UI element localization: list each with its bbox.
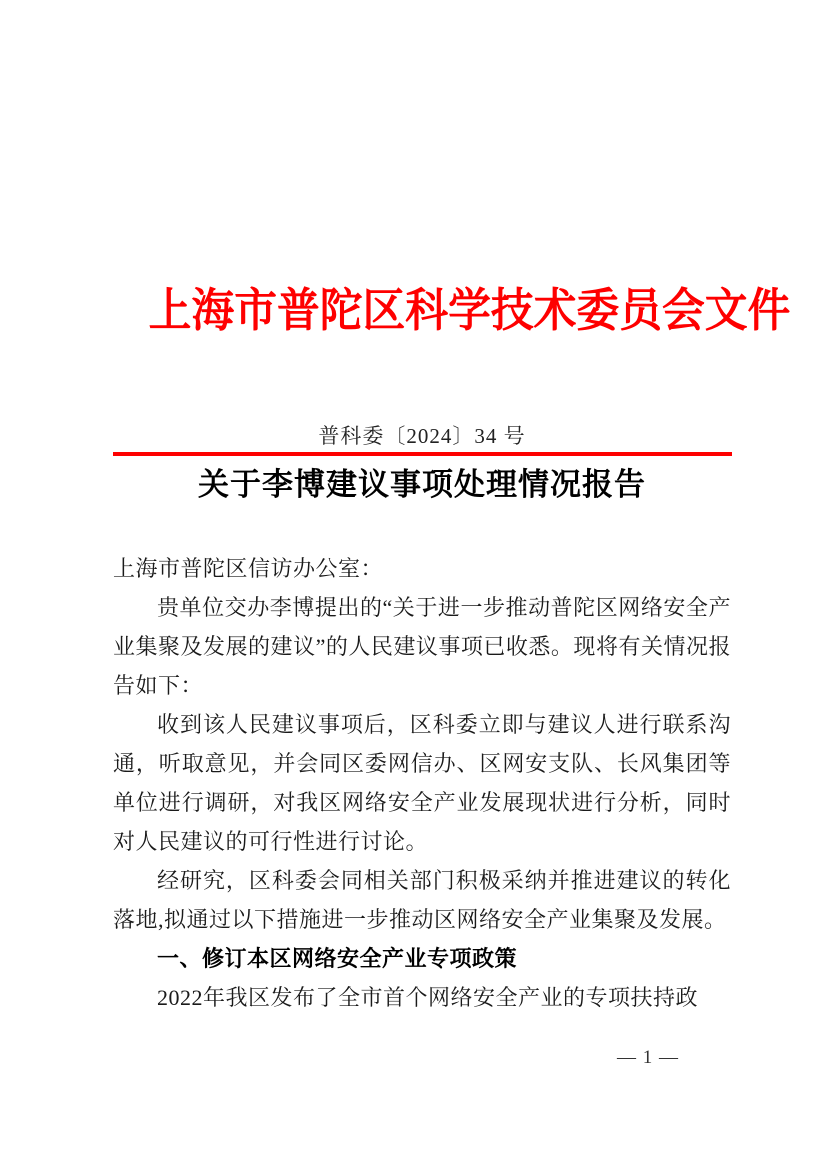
document-title: 关于李博建议事项处理情况报告 [198, 467, 646, 502]
red-divider-line [113, 452, 732, 456]
body-paragraph-4: 2022年我区发布了全市首个网络安全产业的专项扶持政 [157, 985, 699, 1010]
body-paragraph-3: 经研究，区科委会同相关部门积极采纳并推进建议的转化落地,拟通过以下措施进一步推动区网络安全产业集聚及发展。 [113, 868, 731, 932]
document-header-title: 上海市普陀区科学技术委员会文件 [148, 285, 791, 336]
body-paragraph-1: 贵单位交办李博提出的“关于进一步推动普陀区网络安全产业集聚及发展的建议”的人民建议事项已收悉。现将有关情况报告如下： [113, 595, 731, 698]
document-number: 普科委〔2024〕34 号 [318, 424, 526, 448]
body-paragraph-2: 收到该人民建议事项后，区科委立即与建议人进行联系沟通，听取意见，并会同区委网信办、区网安支队、长风集团等单位进行调研，对我区网络安全产业发展现状进行分析，同时对人民建议的可行性进行讨论。 [113, 712, 731, 854]
document-body [113, 549, 731, 1017]
salutation: 上海市普陀区信访办公室： [113, 556, 384, 581]
page-number: — 1 — [617, 1047, 679, 1068]
section-heading: 一、修订本区网络安全产业专项政策 [157, 946, 518, 971]
